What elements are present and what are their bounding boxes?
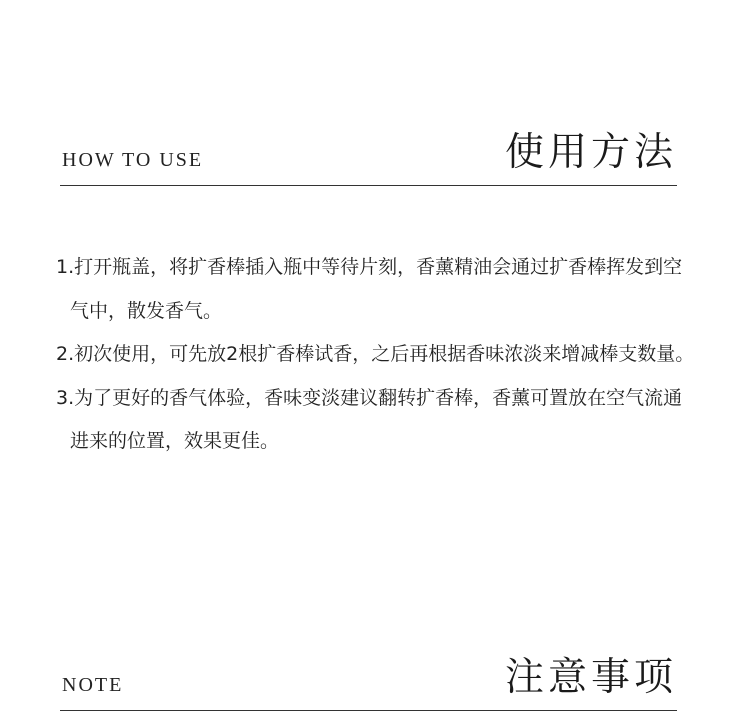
how-to-use-header [60,126,677,186]
note-english-title: NOTE [62,674,124,696]
usage-step-2: 2.初次使用，可先放2根扩香棒试香，之后再根据香味浓淡来增减棒支数量。 [56,343,695,365]
usage-step-3: 3.为了更好的香气体验，香味变淡建议翻转扩香棒，香薰可置放在空气流通进来的位置，效果更佳。 [56,386,683,452]
note-header [60,651,677,711]
usage-steps-list [56,246,696,464]
note-divider [60,710,677,711]
how-to-use-divider [60,185,677,186]
how-to-use-chinese-title: 使用方法 [504,130,677,175]
note-chinese-title: 注意事项 [504,655,677,700]
usage-step-1: 1.打开瓶盖，将扩香棒插入瓶中等待片刻，香薰精油会通过扩香棒挥发到空气中，散发香气。 [56,256,683,322]
how-to-use-english-title: HOW TO USE [62,149,204,171]
